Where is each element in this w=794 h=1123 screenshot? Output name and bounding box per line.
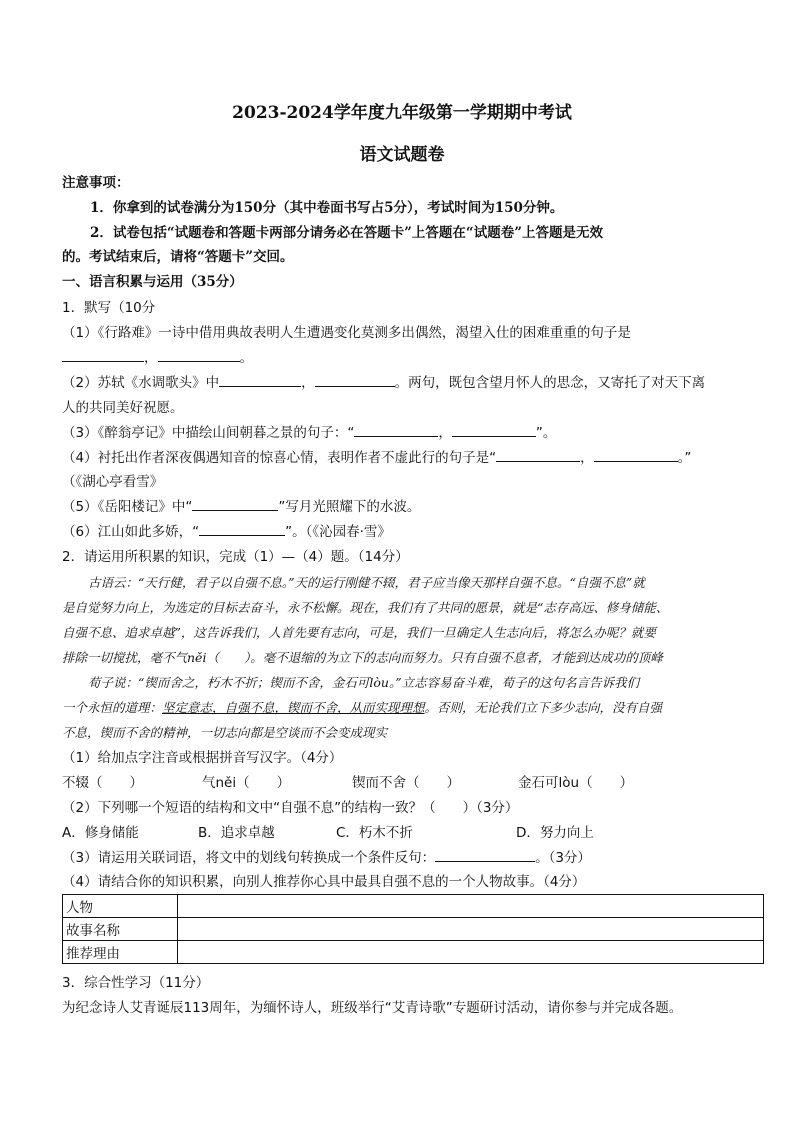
answer-blank[interactable] (594, 449, 678, 462)
q2-passage-line: 自强不息、追求卓越”，这告诉我们，人首先要有志向，可是，我们一旦确定人生志向后，将怎么办呢？就要 (62, 625, 656, 640)
q2-passage-line: 不息，锲而不舍的精神，一切志向都是空谈而不会变成现实 (62, 725, 388, 740)
table-label: 推荐理由 (63, 941, 178, 964)
answer-blank[interactable] (158, 349, 240, 362)
q3-heading: 3．综合性学习（11分） (62, 975, 210, 991)
answer-blank[interactable] (452, 424, 536, 437)
q1-s2-line-2: 人的共同美好祝愿。 (62, 400, 184, 416)
q2-option-b: B．追求卓越 (198, 825, 275, 841)
q1-s4-line-1: （4）衬托出作者深夜偶遇知音的惊喜心情，表明作者不虚此行的句子是“ ， 。” (62, 450, 692, 466)
answer-blank[interactable] (354, 424, 438, 437)
notice-item-2-line-1: 2．试卷包括“试题卷和答题卡两部分请务必在答题卡”上答题在“试题卷”上答题是无效 (90, 225, 603, 241)
q2-sub-1-item: 锲而不舍（ ） (352, 775, 460, 791)
q1-s1-line-2: ， 。 (62, 349, 253, 367)
q2-sub-1-item: 金石可lòu（ ） (518, 775, 634, 791)
exam-title: 2023-2024学年度九年级第一学期期中考试 (232, 103, 572, 123)
table-label: 故事名称 (63, 918, 178, 941)
section-1-heading: 一、语言积累与运用（35分） (62, 274, 243, 290)
q2-passage-line: 排除一切搅扰，毫不气něi（ ）。毫不退缩的为立下的志向而努力。只有自强不息者，才能到达成功的顶峰 (62, 650, 663, 665)
q2-heading: 2．请运用所积累的知识，完成（1）—（4）题。（14分） (62, 549, 409, 565)
recommendation-table (62, 894, 764, 964)
table-row (63, 918, 764, 941)
q2-passage-line: 一个永恒的道理：坚定意志，自强不息，锲而不舍，从而实现理想。否则，无论我们立下多少志向，没有自强 (62, 700, 663, 715)
notice-item-1: 1．你拿到的试卷满分为150分（其中卷面书写占5分），考试时间为150分钟。 (90, 200, 564, 216)
q2-sub-1: （1）给加点字注音或根据拼音写汉字。（4分） (62, 750, 343, 766)
notice-item-2-line-2: 的。考试结束后，请将“答题卡”交回。 (62, 249, 294, 265)
table-answer-cell[interactable] (178, 941, 764, 964)
answer-blank[interactable] (219, 374, 301, 387)
q2-sub-1-item: 不辍（ ） (62, 775, 143, 791)
q2-sub-1-item: 气něi（ ） (202, 775, 291, 791)
table-answer-cell[interactable] (178, 895, 764, 918)
table-answer-cell[interactable] (178, 918, 764, 941)
q1-s5: （5）《岳阳楼记》中“ ”写月光照耀下的水波。 (62, 499, 421, 515)
q1-s6: （6）江山如此多娇，“ ”。（《沁园春·雪》 (62, 524, 391, 540)
q3-intro: 为纪念诗人艾青诞辰113周年，为缅怀诗人，班级举行“艾青诗歌”专题研讨活动，请你参与并完成各题。 (62, 1000, 683, 1016)
underlined-sentence: 坚定意志，自强不息，锲而不舍，从而实现理想 (162, 700, 425, 715)
q1-s1-line-1: （1）《行路难》一诗中借用典故表明人生遭遇变化莫测多出偶然，渴望入仕的困难重重的句子是 (62, 325, 631, 341)
table-row (63, 895, 764, 918)
q2-sub-2: （2）下列哪一个短语的结构和文中“自强不息”的结构一致？（ ）（3分） (62, 800, 519, 816)
answer-blank[interactable] (192, 498, 278, 511)
q2-passage-line: 是自觉努力向上，为选定的目标去奋斗，永不松懈。现在，我们有了共同的愿景，就是“志存高远、修身储能、 (62, 600, 669, 615)
q2-option-a: A．修身储能 (62, 825, 139, 841)
q2-option-d: D．努力向上 (516, 825, 594, 841)
q2-sub-4: （4）请结合你的知识积累，向别人推荐你心具中最具自强不息的一个人物故事。（4分） (62, 874, 586, 890)
answer-blank[interactable] (496, 449, 580, 462)
notice-heading: 注意事项： (62, 175, 130, 191)
q2-sub-3: （3）请运用关联词语，将文中的划线句转换成一个条件反句： 。（3分） (62, 850, 591, 866)
table-label: 人物 (63, 895, 178, 918)
exam-subtitle: 语文试题卷 (359, 145, 445, 165)
table-row (63, 941, 764, 964)
q1-heading: 1．默写（10分 (62, 300, 156, 316)
answer-blank[interactable] (199, 523, 285, 536)
q2-option-c: C．朽木不折 (336, 825, 413, 841)
q1-s2-line-1: （2）苏轼《水调歌头》中 ， 。两句，既包含望月怀人的思念，又寄托了对天下离 (62, 375, 706, 391)
q1-s3: （3）《醉翁亭记》中描绘山间朝暮之景的句子：“ ， ”。 (62, 425, 557, 441)
answer-blank[interactable] (435, 849, 535, 862)
q1-s4-line-2: （《湖心亭看雪》 (62, 474, 164, 490)
answer-blank[interactable] (62, 349, 144, 362)
q2-passage-line: 古语云：“天行健，君子以自强不息。”天的运行刚健不辍，君子应当像天那样自强不息。“自强不息”就 (88, 575, 645, 590)
answer-blank[interactable] (315, 374, 395, 387)
q2-passage-line: 荀子说：“锲而舍之，朽木不折；锲而不舍，金石可lòu。”立志容易奋斗难，荀子的这句名言告诉我们 (88, 675, 640, 690)
